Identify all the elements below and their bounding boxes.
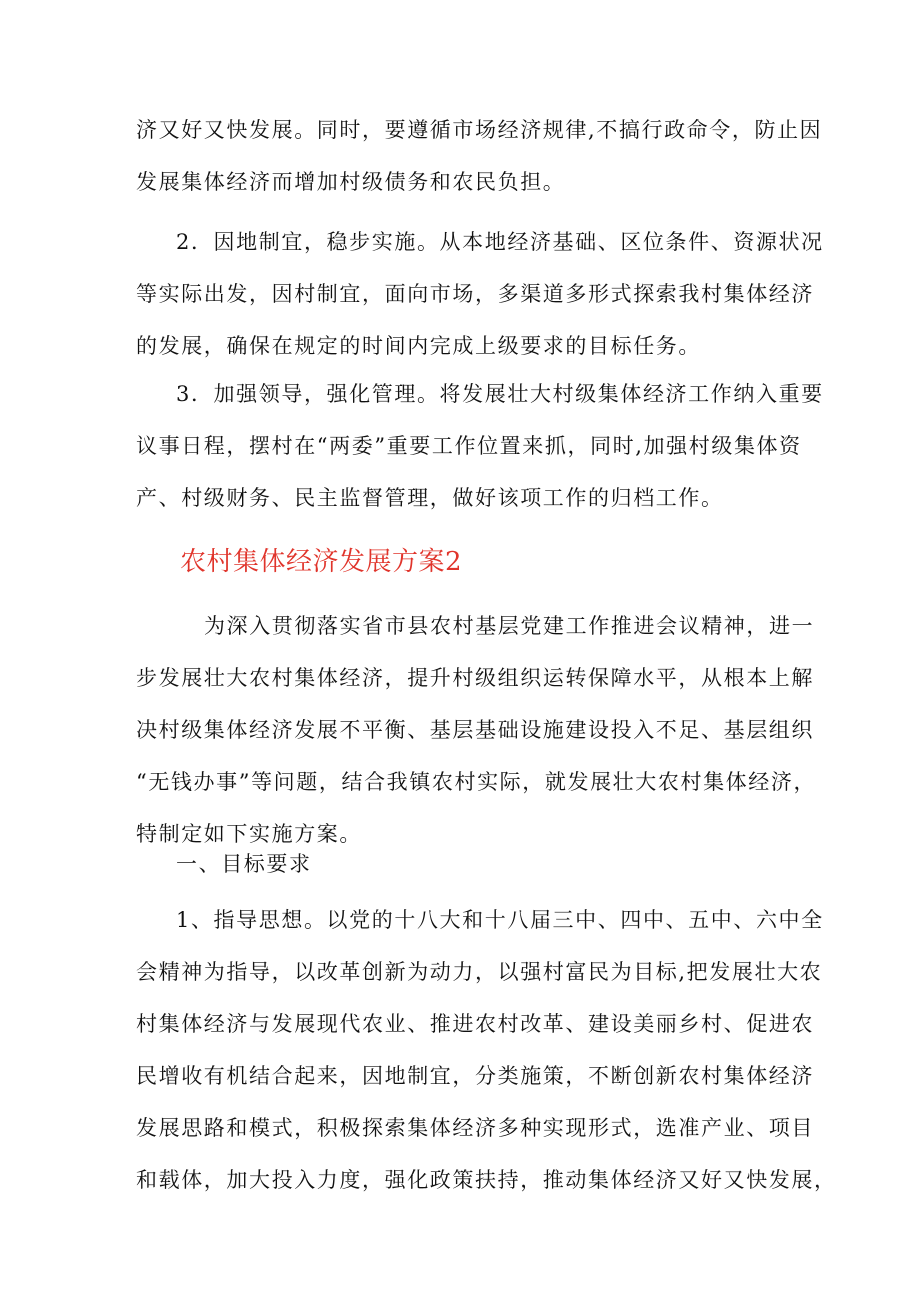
text-line: 一、目标要求 [176, 852, 312, 876]
paragraph-guiding [136, 894, 837, 1206]
text-line: 会精神为指导，以改革创新为动力，以强村富民为目标,把发展壮大农 [136, 960, 823, 984]
text-line: 的发展，确保在规定的时间内完成上级要求的目标任务。 [136, 334, 701, 358]
text-line: 为深入贯彻落实省市县农村基层党建工作推进会议精神，进一 [204, 614, 815, 638]
text-line: “无钱办事”等问题，结合我镇农村实际，就发展壮大农村集体经济， [136, 770, 817, 794]
text-line: 民增收有机结合起来，因地制宜，分类施策，不断创新农村集体经济 [136, 1064, 814, 1088]
text-line: 决村级集体经济发展不平衡、基层基础设施建设投入不足、基层组织 [136, 718, 814, 742]
text-line: 1、指导思想。以党的十八大和十八届三中、四中、五中、六中全 [176, 908, 824, 932]
section-title: 农村集体经济发展方案2 [180, 547, 463, 577]
paragraph-intro [136, 600, 817, 860]
text-line: 产、村级财务、民主监督管理，做好该项工作的归档工作。 [136, 486, 724, 510]
text-line: 和载体，加大投入力度，强化政策扶持，推动集体经济又好又快发展， [136, 1168, 837, 1192]
text-line: 特制定如下实施方案。 [136, 822, 362, 846]
text-line: 济又好又快发展。同时，要遵循市场经济规律,不搞行政命令，防止因 [136, 118, 823, 142]
text-line: 村集体经济与发展现代农业、推进农村改革、建设美丽乡村、促进农 [136, 1012, 814, 1036]
paragraph-continued [136, 104, 823, 208]
text-line: 2．因地制宜，稳步实施。从本地经济基础、区位条件、资源状况 [176, 230, 824, 254]
text-line: 3．加强领导，强化管理。将发展壮大村级集体经济工作纳入重要 [176, 382, 824, 406]
paragraph-item-2 [136, 216, 824, 372]
paragraph-item-3 [136, 368, 824, 524]
text-line: 议事日程，摆村在“两委”重要工作位置来抓，同时,加强村级集体资 [136, 434, 802, 458]
subheading-goals [136, 838, 796, 890]
text-line: 步发展壮大农村集体经济，提升村级组织运转保障水平，从根本上解 [136, 666, 814, 690]
text-line: 等实际出发，因村制宜，面向市场，多渠道多形式探索我村集体经济 [136, 282, 814, 306]
text-line: 发展集体经济而增加村级债务和农民负担。 [136, 170, 566, 194]
text-line: 发展思路和模式，积极探索集体经济多种实现形式，选准产业、项目 [136, 1116, 814, 1140]
